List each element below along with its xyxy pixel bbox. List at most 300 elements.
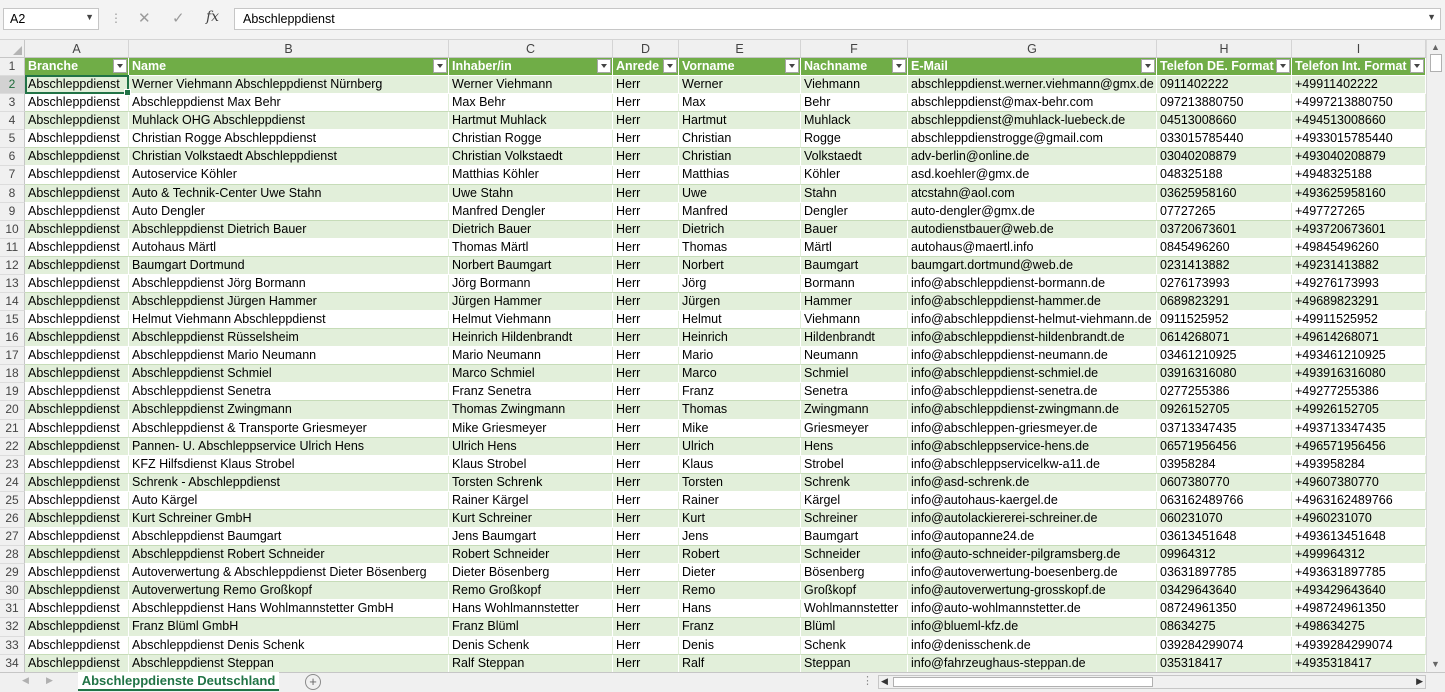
table-cell[interactable]: Autoservice Köhler <box>129 166 449 184</box>
table-cell[interactable]: Hens <box>801 438 908 456</box>
table-cell[interactable]: autohaus@maertl.info <box>908 239 1157 257</box>
table-cell[interactable]: info@abschleppdienst-schmiel.de <box>908 365 1157 383</box>
table-cell[interactable]: Abschleppdienst <box>25 438 129 456</box>
row-header[interactable]: 4 <box>0 112 25 130</box>
table-cell[interactable]: Herr <box>613 510 679 528</box>
row-header[interactable]: 16 <box>0 329 25 347</box>
table-cell[interactable]: 060231070 <box>1157 510 1292 528</box>
table-cell[interactable]: Christian Volkstaedt <box>449 148 613 166</box>
table-cell[interactable]: Rainer <box>679 492 801 510</box>
table-cell[interactable]: Norbert Baumgart <box>449 257 613 275</box>
table-cell[interactable]: Autoverwertung Remo Großkopf <box>129 582 449 600</box>
table-cell[interactable]: Bormann <box>801 275 908 293</box>
table-cell[interactable]: +4948325188 <box>1292 166 1426 184</box>
table-cell[interactable]: Pannen- U. Abschleppservice Ulrich Hens <box>129 438 449 456</box>
filter-dropdown-icon[interactable] <box>433 59 447 73</box>
table-cell[interactable]: Hildenbrandt <box>801 329 908 347</box>
table-cell[interactable]: 063162489766 <box>1157 492 1292 510</box>
table-cell[interactable]: Muhlack <box>801 112 908 130</box>
header-cell[interactable] <box>801 58 908 76</box>
table-cell[interactable]: Jürgen <box>679 293 801 311</box>
table-cell[interactable]: Kärgel <box>801 492 908 510</box>
table-cell[interactable]: Baumgart <box>801 528 908 546</box>
header-cell[interactable] <box>25 58 129 76</box>
table-cell[interactable]: Dieter Bösenberg <box>449 564 613 582</box>
cancel-icon[interactable]: ✕ <box>138 10 151 27</box>
table-cell[interactable]: Kurt <box>679 510 801 528</box>
scroll-right-icon[interactable]: ▶ <box>1416 676 1423 686</box>
table-cell[interactable]: Neumann <box>801 347 908 365</box>
table-cell[interactable]: +49277255386 <box>1292 383 1426 401</box>
table-cell[interactable]: Herr <box>613 166 679 184</box>
table-cell[interactable]: Torsten <box>679 474 801 492</box>
table-cell[interactable]: Thomas <box>679 239 801 257</box>
table-cell[interactable]: Norbert <box>679 257 801 275</box>
table-cell[interactable]: Manfred Dengler <box>449 203 613 221</box>
row-header[interactable]: 11 <box>0 239 25 257</box>
prev-sheet-icon[interactable]: ◀ <box>22 675 29 685</box>
table-cell[interactable]: Denis Schenk <box>449 637 613 655</box>
table-cell[interactable]: Abschleppdienst <box>25 275 129 293</box>
table-cell[interactable]: Baumgart <box>801 257 908 275</box>
table-cell[interactable]: abschleppdienstrogge@gmail.com <box>908 130 1157 148</box>
table-cell[interactable]: abschleppdienst@muhlack-luebeck.de <box>908 112 1157 130</box>
table-cell[interactable]: Heinrich Hildenbrandt <box>449 329 613 347</box>
row-header[interactable]: 7 <box>0 166 25 184</box>
table-cell[interactable]: Abschleppdienst <box>25 203 129 221</box>
column-header-g[interactable]: G <box>908 40 1157 58</box>
table-cell[interactable]: 0845496260 <box>1157 239 1292 257</box>
row-header[interactable]: 5 <box>0 130 25 148</box>
table-cell[interactable]: Abschleppdienst <box>25 474 129 492</box>
horizontal-scroll-thumb[interactable] <box>893 677 1153 687</box>
table-cell[interactable]: +493429643640 <box>1292 582 1426 600</box>
table-cell[interactable]: Ralf Steppan <box>449 655 613 672</box>
table-cell[interactable]: Uwe <box>679 185 801 203</box>
header-cell[interactable] <box>679 58 801 76</box>
table-cell[interactable]: +494513008660 <box>1292 112 1426 130</box>
table-cell[interactable]: Herr <box>613 655 679 672</box>
table-cell[interactable]: 03613451648 <box>1157 528 1292 546</box>
table-cell[interactable]: Herr <box>613 420 679 438</box>
table-cell[interactable]: Christian Rogge Abschleppdienst <box>129 130 449 148</box>
table-cell[interactable]: Hans <box>679 600 801 618</box>
table-cell[interactable]: +499964312 <box>1292 546 1426 564</box>
table-cell[interactable]: Hammer <box>801 293 908 311</box>
table-cell[interactable]: info@abschleppdienst-zwingmann.de <box>908 401 1157 419</box>
table-cell[interactable]: +493625958160 <box>1292 185 1426 203</box>
table-cell[interactable]: +493461210925 <box>1292 347 1426 365</box>
table-cell[interactable]: Abschleppdienst <box>25 365 129 383</box>
row-header[interactable]: 23 <box>0 456 25 474</box>
table-cell[interactable]: Werner Viehmann Abschleppdienst Nürnberg <box>129 76 449 94</box>
table-cell[interactable]: Herr <box>613 528 679 546</box>
table-cell[interactable]: 03631897785 <box>1157 564 1292 582</box>
table-cell[interactable]: 048325188 <box>1157 166 1292 184</box>
table-cell[interactable]: +493916316080 <box>1292 365 1426 383</box>
table-cell[interactable]: Helmut Viehmann Abschleppdienst <box>129 311 449 329</box>
expand-formula-icon[interactable]: ▼ <box>1427 12 1436 22</box>
table-cell[interactable]: Griesmeyer <box>801 420 908 438</box>
table-cell[interactable]: +497727265 <box>1292 203 1426 221</box>
filter-dropdown-icon[interactable] <box>892 59 906 73</box>
table-cell[interactable]: info@abschleppdienst-hammer.de <box>908 293 1157 311</box>
table-cell[interactable]: Abschleppdienst <box>25 528 129 546</box>
table-cell[interactable]: Bauer <box>801 221 908 239</box>
select-all-corner[interactable] <box>0 40 25 58</box>
table-cell[interactable]: Schrenk <box>801 474 908 492</box>
table-cell[interactable]: 0911525952 <box>1157 311 1292 329</box>
header-cell[interactable] <box>908 58 1157 76</box>
table-cell[interactable]: Abschleppdienst & Transporte Griesmeyer <box>129 420 449 438</box>
table-cell[interactable]: Abschleppdienst <box>25 166 129 184</box>
table-cell[interactable]: Viehmann <box>801 311 908 329</box>
table-cell[interactable]: +4935318417 <box>1292 655 1426 672</box>
table-cell[interactable]: +49926152705 <box>1292 401 1426 419</box>
row-header[interactable]: 34 <box>0 655 25 673</box>
table-cell[interactable]: Herr <box>613 148 679 166</box>
table-cell[interactable]: abschleppdienst.werner.viehmann@gmx.de <box>908 76 1157 94</box>
table-cell[interactable]: Christian <box>679 130 801 148</box>
table-cell[interactable]: Märtl <box>801 239 908 257</box>
column-header-c[interactable]: C <box>449 40 613 58</box>
table-cell[interactable]: Abschleppdienst <box>25 618 129 636</box>
next-sheet-icon[interactable]: ▶ <box>46 675 53 685</box>
row-header[interactable]: 26 <box>0 510 25 528</box>
header-cell[interactable] <box>1292 58 1426 76</box>
table-cell[interactable]: Autoverwertung & Abschleppdienst Dieter Bösenberg <box>129 564 449 582</box>
filter-dropdown-icon[interactable] <box>1141 59 1155 73</box>
table-cell[interactable]: Abschleppdienst <box>25 383 129 401</box>
table-cell[interactable]: Autohaus Märtl <box>129 239 449 257</box>
filter-dropdown-icon[interactable] <box>597 59 611 73</box>
table-cell[interactable]: Herr <box>613 365 679 383</box>
table-cell[interactable]: Abschleppdienst <box>25 239 129 257</box>
row-header[interactable]: 13 <box>0 275 25 293</box>
table-cell[interactable]: Herr <box>613 383 679 401</box>
row-header[interactable]: 15 <box>0 311 25 329</box>
table-cell[interactable]: Abschleppdienst <box>25 293 129 311</box>
table-cell[interactable]: +49231413882 <box>1292 257 1426 275</box>
table-cell[interactable]: Schreiner <box>801 510 908 528</box>
table-cell[interactable]: 0689823291 <box>1157 293 1292 311</box>
table-cell[interactable]: Abschleppdienst <box>25 582 129 600</box>
row-header[interactable]: 9 <box>0 203 25 221</box>
table-cell[interactable]: Abschleppdienst <box>25 420 129 438</box>
table-cell[interactable]: Dietrich Bauer <box>449 221 613 239</box>
table-cell[interactable]: Ulrich Hens <box>449 438 613 456</box>
table-cell[interactable]: Mike <box>679 420 801 438</box>
table-cell[interactable]: Stahn <box>801 185 908 203</box>
table-cell[interactable]: Abschleppdienst <box>25 148 129 166</box>
table-cell[interactable]: Herr <box>613 94 679 112</box>
table-cell[interactable]: abschleppdienst@max-behr.com <box>908 94 1157 112</box>
table-cell[interactable]: 0276173993 <box>1157 275 1292 293</box>
row-header[interactable]: 2 <box>0 76 25 94</box>
formula-input[interactable] <box>234 8 1441 30</box>
table-cell[interactable]: Schrenk - Abschleppdienst <box>129 474 449 492</box>
table-cell[interactable]: +49911525952 <box>1292 311 1426 329</box>
table-cell[interactable]: +49614268071 <box>1292 329 1426 347</box>
table-cell[interactable]: asd.koehler@gmx.de <box>908 166 1157 184</box>
table-cell[interactable]: Marco <box>679 365 801 383</box>
table-cell[interactable]: Franz Blüml GmbH <box>129 618 449 636</box>
table-cell[interactable]: +493613451648 <box>1292 528 1426 546</box>
table-cell[interactable]: Abschleppdienst Denis Schenk <box>129 637 449 655</box>
table-cell[interactable]: Remo Großkopf <box>449 582 613 600</box>
table-cell[interactable]: Werner Viehmann <box>449 76 613 94</box>
table-cell[interactable]: Uwe Stahn <box>449 185 613 203</box>
table-cell[interactable]: Köhler <box>801 166 908 184</box>
table-cell[interactable]: +4963162489766 <box>1292 492 1426 510</box>
table-cell[interactable]: Wohlmannstetter <box>801 600 908 618</box>
vertical-scroll-thumb[interactable] <box>1430 54 1442 72</box>
table-cell[interactable]: Herr <box>613 456 679 474</box>
table-cell[interactable]: Abschleppdienst Schmiel <box>129 365 449 383</box>
table-cell[interactable]: Helmut Viehmann <box>449 311 613 329</box>
table-cell[interactable]: info@abschleppdienst-senetra.de <box>908 383 1157 401</box>
horizontal-scrollbar[interactable] <box>878 675 1426 689</box>
vertical-scrollbar[interactable] <box>1426 40 1445 672</box>
table-cell[interactable]: Herr <box>613 474 679 492</box>
row-header[interactable]: 3 <box>0 94 25 112</box>
table-cell[interactable]: Abschleppdienst <box>25 347 129 365</box>
table-cell[interactable]: Auto Dengler <box>129 203 449 221</box>
filter-dropdown-icon[interactable] <box>1276 59 1290 73</box>
table-cell[interactable]: 03461210925 <box>1157 347 1292 365</box>
table-cell[interactable]: 03720673601 <box>1157 221 1292 239</box>
table-cell[interactable]: Herr <box>613 275 679 293</box>
table-cell[interactable]: +496571956456 <box>1292 438 1426 456</box>
table-cell[interactable]: Robert <box>679 546 801 564</box>
table-cell[interactable]: Herr <box>613 239 679 257</box>
sheet-tab[interactable]: Abschleppdienste Deutschland <box>78 672 279 691</box>
table-cell[interactable]: Helmut <box>679 311 801 329</box>
table-cell[interactable]: Herr <box>613 637 679 655</box>
table-cell[interactable]: Denis <box>679 637 801 655</box>
table-cell[interactable]: Herr <box>613 600 679 618</box>
more-icon[interactable]: ⋮ <box>862 675 873 687</box>
table-cell[interactable]: Abschleppdienst Jörg Bormann <box>129 275 449 293</box>
table-cell[interactable]: auto-dengler@gmx.de <box>908 203 1157 221</box>
table-cell[interactable]: +493631897785 <box>1292 564 1426 582</box>
table-cell[interactable]: Robert Schneider <box>449 546 613 564</box>
table-cell[interactable]: Herr <box>613 618 679 636</box>
table-cell[interactable]: Herr <box>613 293 679 311</box>
table-cell[interactable]: info@abschleppservice-hens.de <box>908 438 1157 456</box>
table-cell[interactable]: Mario Neumann <box>449 347 613 365</box>
table-cell[interactable]: info@auto-wohlmannstetter.de <box>908 600 1157 618</box>
table-cell[interactable]: 07727265 <box>1157 203 1292 221</box>
table-cell[interactable]: info@autolackiererei-schreiner.de <box>908 510 1157 528</box>
table-cell[interactable]: Dieter <box>679 564 801 582</box>
table-cell[interactable]: +49845496260 <box>1292 239 1426 257</box>
table-cell[interactable]: Schmiel <box>801 365 908 383</box>
scroll-left-icon[interactable]: ◀ <box>881 676 888 686</box>
table-cell[interactable]: Marco Schmiel <box>449 365 613 383</box>
table-cell[interactable]: +49911402222 <box>1292 76 1426 94</box>
table-cell[interactable]: baumgart.dortmund@web.de <box>908 257 1157 275</box>
table-cell[interactable]: Abschleppdienst Dietrich Bauer <box>129 221 449 239</box>
row-header[interactable]: 29 <box>0 564 25 582</box>
row-header[interactable]: 10 <box>0 221 25 239</box>
header-cell[interactable] <box>449 58 613 76</box>
table-cell[interactable]: 03040208879 <box>1157 148 1292 166</box>
table-cell[interactable]: Abschleppdienst Mario Neumann <box>129 347 449 365</box>
table-cell[interactable]: info@autopanne24.de <box>908 528 1157 546</box>
table-cell[interactable]: info@abschleppdienst-bormann.de <box>908 275 1157 293</box>
table-cell[interactable]: autodienstbauer@web.de <box>908 221 1157 239</box>
row-header[interactable]: 21 <box>0 420 25 438</box>
table-cell[interactable]: Christian Volkstaedt Abschleppdienst <box>129 148 449 166</box>
table-cell[interactable]: info@asd-schrenk.de <box>908 474 1157 492</box>
table-cell[interactable]: Herr <box>613 311 679 329</box>
table-cell[interactable]: Klaus <box>679 456 801 474</box>
column-header-b[interactable]: B <box>129 40 449 58</box>
table-cell[interactable]: Bösenberg <box>801 564 908 582</box>
table-cell[interactable]: Abschleppdienst <box>25 492 129 510</box>
table-cell[interactable]: Abschleppdienst <box>25 185 129 203</box>
column-header-h[interactable]: H <box>1157 40 1292 58</box>
table-cell[interactable]: Rainer Kärgel <box>449 492 613 510</box>
table-cell[interactable]: adv-berlin@online.de <box>908 148 1157 166</box>
header-cell[interactable] <box>129 58 449 76</box>
table-cell[interactable]: info@abschleppservicelkw-a11.de <box>908 456 1157 474</box>
table-cell[interactable]: Abschleppdienst <box>25 76 129 94</box>
table-cell[interactable]: +498724961350 <box>1292 600 1426 618</box>
table-cell[interactable]: Abschleppdienst <box>25 401 129 419</box>
table-cell[interactable]: 0614268071 <box>1157 329 1292 347</box>
table-cell[interactable]: 039284299074 <box>1157 637 1292 655</box>
scroll-up-icon[interactable]: ▲ <box>1431 42 1440 52</box>
table-cell[interactable]: Abschleppdienst Baumgart <box>129 528 449 546</box>
table-cell[interactable]: 03625958160 <box>1157 185 1292 203</box>
table-cell[interactable]: +493958284 <box>1292 456 1426 474</box>
table-cell[interactable]: 06571956456 <box>1157 438 1292 456</box>
table-cell[interactable]: Blüml <box>801 618 908 636</box>
table-cell[interactable]: Jürgen Hammer <box>449 293 613 311</box>
table-cell[interactable]: Behr <box>801 94 908 112</box>
table-cell[interactable]: Jörg <box>679 275 801 293</box>
table-cell[interactable]: Thomas <box>679 401 801 419</box>
table-cell[interactable]: Herr <box>613 185 679 203</box>
table-cell[interactable]: Kurt Schreiner GmbH <box>129 510 449 528</box>
table-cell[interactable]: Ulrich <box>679 438 801 456</box>
table-cell[interactable]: Herr <box>613 130 679 148</box>
table-cell[interactable]: Abschleppdienst <box>25 564 129 582</box>
table-cell[interactable]: info@autoverwertung-boesenberg.de <box>908 564 1157 582</box>
row-header[interactable]: 19 <box>0 383 25 401</box>
table-cell[interactable]: Hans Wohlmannstetter <box>449 600 613 618</box>
column-header-i[interactable]: I <box>1292 40 1426 58</box>
table-cell[interactable]: Klaus Strobel <box>449 456 613 474</box>
table-cell[interactable]: +4997213880750 <box>1292 94 1426 112</box>
table-cell[interactable]: info@abschleppdienst-helmut-viehmann.de <box>908 311 1157 329</box>
table-cell[interactable]: Abschleppdienst Rüsselsheim <box>129 329 449 347</box>
table-cell[interactable]: Abschleppdienst Robert Schneider <box>129 546 449 564</box>
table-cell[interactable]: Matthias <box>679 166 801 184</box>
table-cell[interactable]: +493720673601 <box>1292 221 1426 239</box>
table-cell[interactable]: 0607380770 <box>1157 474 1292 492</box>
table-cell[interactable]: Volkstaedt <box>801 148 908 166</box>
table-cell[interactable]: Abschleppdienst <box>25 311 129 329</box>
header-cell[interactable] <box>1157 58 1292 76</box>
table-cell[interactable]: Abschleppdienst <box>25 655 129 672</box>
row-header[interactable]: 22 <box>0 438 25 456</box>
table-cell[interactable]: Dietrich <box>679 221 801 239</box>
table-cell[interactable]: Zwingmann <box>801 401 908 419</box>
table-cell[interactable]: Herr <box>613 203 679 221</box>
filter-dropdown-icon[interactable] <box>785 59 799 73</box>
table-cell[interactable]: Schneider <box>801 546 908 564</box>
table-cell[interactable]: +49607380770 <box>1292 474 1426 492</box>
row-header[interactable]: 18 <box>0 365 25 383</box>
row-header[interactable]: 31 <box>0 600 25 618</box>
table-cell[interactable]: info@fahrzeughaus-steppan.de <box>908 655 1157 672</box>
table-cell[interactable]: Remo <box>679 582 801 600</box>
table-cell[interactable]: 09964312 <box>1157 546 1292 564</box>
table-cell[interactable]: 03916316080 <box>1157 365 1292 383</box>
row-header[interactable]: 28 <box>0 546 25 564</box>
table-cell[interactable]: Steppan <box>801 655 908 672</box>
table-cell[interactable]: +4933015785440 <box>1292 130 1426 148</box>
table-cell[interactable]: Herr <box>613 76 679 94</box>
column-header-a[interactable]: A <box>25 40 129 58</box>
column-header-e[interactable]: E <box>679 40 801 58</box>
table-cell[interactable]: Abschleppdienst Steppan <box>129 655 449 672</box>
table-cell[interactable]: Max Behr <box>449 94 613 112</box>
table-cell[interactable]: Abschleppdienst <box>25 546 129 564</box>
scroll-down-icon[interactable]: ▼ <box>1431 659 1440 669</box>
filter-dropdown-icon[interactable] <box>113 59 127 73</box>
table-cell[interactable]: Abschleppdienst <box>25 456 129 474</box>
column-header-d[interactable]: D <box>613 40 679 58</box>
worksheet-grid[interactable] <box>25 58 1426 672</box>
row-header[interactable]: 20 <box>0 401 25 419</box>
table-cell[interactable]: 08724961350 <box>1157 600 1292 618</box>
table-cell[interactable]: +498634275 <box>1292 618 1426 636</box>
table-cell[interactable]: info@autohaus-kaergel.de <box>908 492 1157 510</box>
table-cell[interactable]: 08634275 <box>1157 618 1292 636</box>
table-cell[interactable]: Schenk <box>801 637 908 655</box>
table-cell[interactable]: Christian <box>679 148 801 166</box>
table-cell[interactable]: info@abschleppdienst-neumann.de <box>908 347 1157 365</box>
table-cell[interactable]: Matthias Köhler <box>449 166 613 184</box>
table-cell[interactable]: Christian Rogge <box>449 130 613 148</box>
table-cell[interactable]: Abschleppdienst <box>25 637 129 655</box>
table-cell[interactable]: +493040208879 <box>1292 148 1426 166</box>
table-cell[interactable]: Rogge <box>801 130 908 148</box>
row-header[interactable]: 30 <box>0 582 25 600</box>
table-cell[interactable]: Abschleppdienst <box>25 329 129 347</box>
table-cell[interactable]: Jens <box>679 528 801 546</box>
table-cell[interactable]: +4939284299074 <box>1292 637 1426 655</box>
table-cell[interactable]: 097213880750 <box>1157 94 1292 112</box>
table-cell[interactable]: Max <box>679 94 801 112</box>
row-header[interactable]: 32 <box>0 618 25 636</box>
row-header[interactable]: 24 <box>0 474 25 492</box>
chevron-down-icon[interactable]: ▼ <box>85 12 94 22</box>
table-cell[interactable]: Abschleppdienst <box>25 221 129 239</box>
table-cell[interactable]: info@blueml-kfz.de <box>908 618 1157 636</box>
table-cell[interactable]: Hartmut <box>679 112 801 130</box>
table-cell[interactable]: 033015785440 <box>1157 130 1292 148</box>
table-cell[interactable]: Franz <box>679 383 801 401</box>
table-cell[interactable]: 0911402222 <box>1157 76 1292 94</box>
table-cell[interactable]: +49689823291 <box>1292 293 1426 311</box>
table-cell[interactable]: Dengler <box>801 203 908 221</box>
table-cell[interactable]: 0277255386 <box>1157 383 1292 401</box>
